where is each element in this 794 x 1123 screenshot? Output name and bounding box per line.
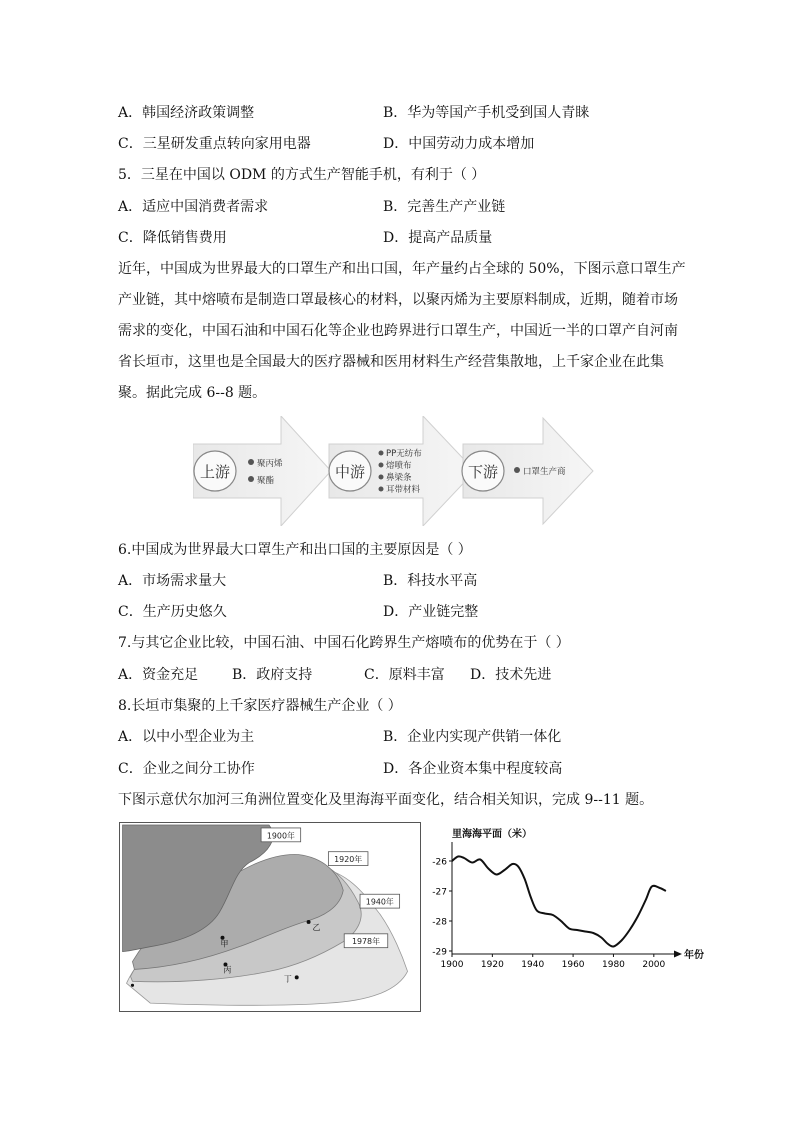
midstream-item: PP无纺布 (386, 449, 422, 459)
q6-option-b: B．科技水平高 (383, 573, 478, 589)
q6-option-c: C．生产历史悠久 (118, 604, 227, 620)
q5-stem: 5．三星在中国以 ODM 的方式生产智能手机，有利于（ ） (118, 167, 486, 183)
y-tick-label: -29 (432, 947, 447, 958)
bullet-icon (379, 451, 384, 456)
bullet-icon (248, 476, 254, 482)
q4-option-c: C．三星研发重点转向家用电器 (118, 136, 311, 152)
x-tick-label: 1980 (602, 960, 625, 970)
sea-level-line (452, 856, 666, 946)
point-label: 丁 (283, 974, 292, 984)
q8-option-b: B．企业内实现产供销一体化 (383, 729, 562, 745)
bullet-icon (379, 475, 384, 480)
map-year-label: 1920年 (334, 855, 363, 865)
y-tick-label: -26 (432, 857, 447, 868)
upstream-item: 聚酯 (257, 476, 275, 486)
volga-delta-map (119, 822, 421, 1012)
q6-option-a: A．市场需求量大 (118, 573, 227, 589)
q4-option-b: B．华为等国产手机受到国人青睐 (383, 105, 590, 121)
point-label: 甲 (220, 939, 229, 949)
upstream-item: 聚丙烯 (257, 459, 283, 469)
q8-option-c: C．企业之间分工协作 (118, 761, 255, 777)
q7-option-c: C．原料丰富 (364, 667, 445, 683)
x-tick-label: 1900 (440, 960, 464, 970)
q5-option-b: B．完善生产产业链 (383, 199, 506, 215)
point-marker (295, 975, 299, 979)
q7-stem: 7.与其它企业比较，中国石油、中国石化跨界生产熔喷布的优势在于（ ） (118, 635, 570, 651)
bullet-icon (248, 459, 254, 465)
q7-option-b: B．政府支持 (232, 667, 313, 683)
year-label-1978 (344, 934, 388, 948)
downstream-item: 口罩生产商 (523, 467, 566, 477)
intro-9-11: 下图示意伏尔加河三角洲位置变化及里海海平面变化，结合相关知识，完成 9--11 题。 (118, 792, 654, 808)
midstream-item: 熔喷布 (386, 461, 412, 471)
y-tick-label: -28 (432, 917, 447, 928)
map-year-label: 1978年 (351, 937, 380, 947)
point-label: 乙 (312, 922, 321, 932)
q6-option-d: D．产业链完整 (383, 604, 479, 620)
upstream-label: 上游 (199, 463, 231, 481)
map-year-label: 1900年 (266, 831, 295, 841)
y-tick-label: -27 (432, 887, 447, 898)
q7-option-d: D．技术先进 (470, 667, 552, 683)
point-marker (131, 984, 134, 987)
q8-stem: 8.长垣市集聚的上千家医疗器械生产企业（ ） (118, 698, 402, 714)
x-axis-label: 年份 (684, 950, 704, 961)
bullet-icon (514, 467, 520, 473)
x-tick-label: 1960 (561, 960, 585, 970)
q4-option-a: A．韩国经济政策调整 (118, 105, 255, 121)
year-label-1920 (328, 852, 368, 866)
q8-option-d: D．各企业资本集中程度较高 (383, 761, 563, 777)
x-axis-arrow-icon (674, 951, 682, 958)
caspian-sea-level-chart (428, 826, 708, 974)
q5-option-d: D．提高产品质量 (383, 230, 493, 246)
x-tick-label: 1920 (480, 960, 504, 970)
bullet-icon (379, 487, 384, 492)
mask-industry-chain-diagram (193, 416, 600, 526)
midstream-label: 中游 (334, 463, 366, 481)
q6-stem: 6.中国成为世界最大口罩生产和出口国的主要原因是（ ） (118, 542, 472, 558)
midstream-item: 鼻梁条 (386, 473, 412, 483)
q7-option-a: A．资金充足 (118, 667, 199, 683)
map-year-label: 1940年 (365, 897, 394, 907)
passage-masks: 近年，中国成为世界最大的口罩生产和出口国，年产量约占全球的 50%，下图示意口罩生产产业链，其中熔喷布是制造口罩最核心的材料，以聚丙烯为主要原料制成，近期，随着市场需求的变化，中国石油和中国石化等企业也跨界进行口罩生产，中国近一半的口罩产自河南省长垣市，这里也是全国最大的医疗器械和医用材料生产经营集散地，上千家企业在此集聚。据此完成 6--8 题。 (118, 261, 686, 401)
x-tick-label: 2000 (642, 960, 666, 970)
x-tick-label: 1940 (521, 960, 545, 970)
year-label-1900 (261, 828, 301, 842)
point-marker (307, 920, 311, 924)
midstream-item: 耳带材料 (386, 485, 421, 495)
q4-option-d: D．中国劳动力成本增加 (383, 136, 535, 152)
year-label-1940 (360, 894, 400, 908)
q5-option-a: A．适应中国消费者需求 (118, 199, 269, 215)
chart-title: 里海海平面（米） (452, 829, 532, 840)
q5-option-c: C．降低销售费用 (118, 230, 227, 246)
downstream-label: 下游 (467, 463, 499, 481)
q8-option-a: A．以中小型企业为主 (118, 729, 255, 745)
point-label: 丙 (223, 965, 232, 975)
bullet-icon (379, 463, 384, 468)
